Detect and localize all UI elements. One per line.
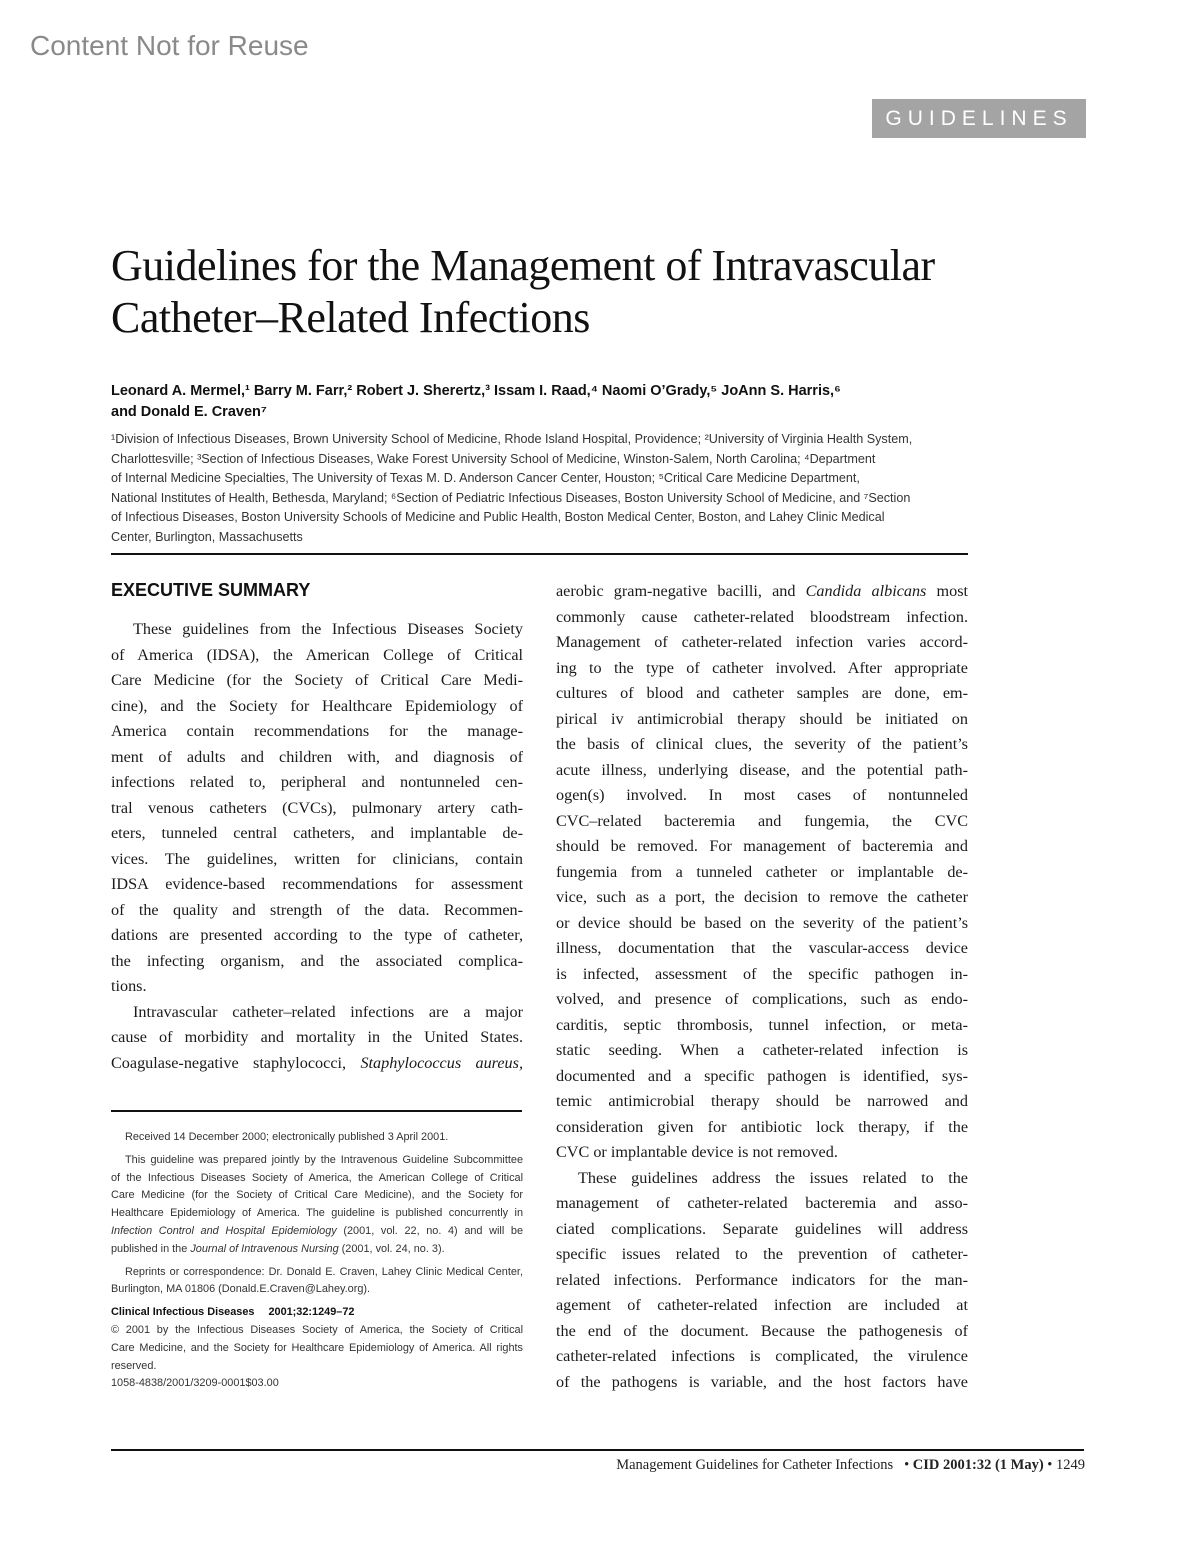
copyright-line: Care Medicine, and the Society for Healthcare Epidemiology of America. All rights bbox=[111, 1341, 523, 1354]
author-list bbox=[111, 381, 971, 423]
body-line: carditis, septic thrombosis, tunnel infection, or meta- bbox=[556, 1015, 968, 1034]
body-line: dations are presented according to the type of catheter, bbox=[111, 926, 523, 944]
italic-term: Infection Control and Hospital Epidemiology bbox=[111, 1224, 337, 1237]
journal-name: Clinical Infectious Diseases bbox=[111, 1306, 255, 1319]
body-line: ciated complications. Separate guidelines will address bbox=[556, 1219, 968, 1238]
title-line: Catheter–Related Infections bbox=[111, 293, 590, 342]
copyright-line: © 2001 by the Infectious Diseases Society of America, the Society of Critical bbox=[111, 1323, 523, 1336]
body-line: the end of the document. Because the pathogenesis of bbox=[556, 1321, 968, 1340]
body-line: the infecting organism, and the associated complica- bbox=[111, 951, 523, 970]
body-line: specific issues related to the prevention of catheter- bbox=[556, 1245, 968, 1263]
body-line-italic-mix: Coagulase-negative staphylococci, Staphylococcus aureus, bbox=[111, 1053, 524, 1072]
body-line: the basis of clinical clues, the severity of the patient’s bbox=[556, 735, 968, 753]
footnotes bbox=[111, 1129, 523, 1393]
body-line: Care Medicine (for the Society of Critical Care Medi- bbox=[111, 671, 523, 689]
body-line: CVC–related bacteremia and fungemia, the CVC bbox=[556, 811, 968, 830]
body-line: is infected, assessment of the specific pathogen in- bbox=[556, 964, 968, 983]
footnote-line-italic-mix: Infection Control and Hospital Epidemiology (2001, vol. 22, no. 4) and will be bbox=[111, 1224, 523, 1237]
body-line: fungemia from a tunneled catheter or implantable de- bbox=[556, 862, 968, 881]
body-line: temic antimicrobial therapy should be narrowed and bbox=[556, 1092, 968, 1110]
body-line: ment of adults and children with, and diagnosis of bbox=[111, 747, 523, 766]
affiliation-line: ¹Division of Infectious Diseases, Brown University School of Medicine, Rhode Island Hospital, Providence; ²University of Virginia Health System, bbox=[111, 432, 913, 446]
footnote-line: Care Medicine (for the Society of Critical Care Medicine), and the Society for bbox=[111, 1189, 523, 1202]
body-line: Intravascular catheter–related infections are a major bbox=[133, 1002, 523, 1021]
body-line: agement of catheter-related infection are included at bbox=[556, 1296, 968, 1314]
footnote-line: Healthcare Epidemiology of America. The guideline is published concurrently in bbox=[111, 1207, 523, 1220]
affiliation-line: National Institutes of Health, Bethesda, Maryland; ⁶Section of Pediatric Infectious Diseases, Boston University School of Medicine, and ⁷Section bbox=[111, 490, 911, 505]
journal-citation bbox=[111, 1304, 523, 1322]
section-banner: GUIDELINES bbox=[872, 99, 1086, 138]
affiliation-line: Center, Burlington, Massachusetts bbox=[111, 529, 303, 544]
body-line: tral venous catheters (CVCs), pulmonary artery cath- bbox=[111, 798, 523, 817]
affiliation-line: of Infectious Diseases, Boston University Schools of Medicine and Public Health, Boston Medical Center, Boston, and Lahey Clinic Medical bbox=[111, 510, 885, 525]
footnote-line: Reprints or correspondence: Dr. Donald E. Craven, Lahey Clinic Medical Center, bbox=[125, 1265, 523, 1278]
footnote-rule bbox=[111, 1110, 522, 1112]
footer-rule bbox=[111, 1449, 1084, 1451]
body-line: tions. bbox=[111, 977, 147, 995]
body-line: static seeding. When a catheter-related infection is bbox=[556, 1041, 968, 1059]
page-number: 1249 bbox=[1056, 1457, 1085, 1473]
body-line: infections related to, peripheral and nontunneled cen- bbox=[111, 773, 523, 791]
body-line: or device should be based on the severity of the patient’s bbox=[556, 913, 968, 932]
author-line: and Donald E. Craven⁷ bbox=[111, 404, 267, 420]
running-title: Management Guidelines for Catheter Infections bbox=[616, 1457, 894, 1473]
footnote-line-italic-mix: published in the Journal of Intravenous Nursing (2001, vol. 24, no. 3). bbox=[111, 1242, 445, 1255]
italic-term: Candida albicans bbox=[805, 582, 927, 600]
body-line: pirical iv antimicrobial therapy should be initiated on bbox=[556, 709, 968, 728]
body-line: These guidelines from the Infectious Diseases Society bbox=[133, 620, 523, 638]
author-line: Leonard A. Mermel,¹ Barry M. Farr,² Robert J. Sherertz,³ Issam I. Raad,⁴ Naomi O’Grady,⁵ JoAnn S. Harris,⁶ bbox=[111, 383, 841, 399]
body-line: of the pathogens is variable, and the host factors have bbox=[556, 1372, 968, 1391]
bullet-separator: • bbox=[1043, 1457, 1056, 1473]
body-line: America contain recommendations for the manage- bbox=[111, 722, 523, 740]
footnote-line: Burlington, MA 01806 (Donald.E.Craven@Lahey.org). bbox=[111, 1283, 371, 1296]
article-title bbox=[111, 240, 1011, 344]
body-line: documented and a specific pathogen is identified, sys- bbox=[556, 1066, 968, 1085]
body-line: vices. The guidelines, written for clinicians, contain bbox=[111, 849, 523, 868]
body-line-italic-mix: aerobic gram-negative bacilli, and Candida albicans most bbox=[556, 582, 969, 600]
body-line: of America (IDSA), the American College of Critical bbox=[111, 645, 523, 664]
issn: 1058-4838/2001/3209-0001$03.00 bbox=[111, 1377, 279, 1390]
body-line: volved, and presence of complications, such as endo- bbox=[556, 990, 968, 1008]
body-line: IDSA evidence-based recommendations for assessment bbox=[111, 875, 523, 893]
header-rule bbox=[111, 553, 968, 555]
body-line: should be removed. For management of bacteremia and bbox=[556, 837, 968, 855]
bullet-separator: • bbox=[896, 1457, 913, 1473]
body-line: These guidelines address the issues related to the bbox=[578, 1168, 968, 1187]
body-line: cause of morbidity and mortality in the United States. bbox=[111, 1028, 523, 1046]
body-line: catheter-related infections is complicated, the virulence bbox=[556, 1347, 968, 1365]
italic-term: Staphylococcus aureus, bbox=[360, 1053, 524, 1072]
journal-volume: 2001;32:1249–72 bbox=[268, 1306, 355, 1319]
body-line: eters, tunneled central catheters, and implantable de- bbox=[111, 824, 523, 842]
title-line: Guidelines for the Management of Intravascular bbox=[111, 241, 935, 290]
reprints-note bbox=[111, 1264, 523, 1300]
body-line: CVC or implantable device is not removed. bbox=[556, 1143, 838, 1161]
affiliation-line: of Internal Medicine Specialties, The University of Texas M. D. Anderson Cancer Center, Houston; ⁵Critical Care Medicine Department, bbox=[111, 471, 860, 486]
copyright-line: reserved. bbox=[111, 1359, 157, 1372]
body-line: acute illness, underlying disease, and the potential path- bbox=[556, 760, 968, 779]
body-line: illness, documentation that the vascular-access device bbox=[556, 939, 968, 957]
watermark: Content Not for Reuse bbox=[30, 30, 309, 61]
body-line: commonly cause catheter-related bloodstream infection. bbox=[556, 607, 968, 626]
left-column bbox=[111, 617, 523, 1076]
affiliation-line: Charlottesville; ³Section of Infectious Diseases, Wake Forest University School of Medicine, Winston-Salem, North Carolina; ⁴Department bbox=[111, 451, 876, 466]
body-line: Management of catheter-related infection varies accord- bbox=[556, 633, 968, 651]
body-line: of the quality and strength of the data. Recommen- bbox=[111, 900, 523, 919]
affiliations bbox=[111, 430, 971, 548]
footnote-line: This guideline was prepared jointly by the Intravenous Guideline Subcommittee bbox=[125, 1153, 523, 1166]
prepared-note bbox=[111, 1152, 523, 1259]
body-line: ing to the type of catheter involved. After appropriate bbox=[556, 658, 968, 677]
italic-term: Journal of Intravenous Nursing bbox=[190, 1242, 339, 1255]
body-line: cine), and the Society for Healthcare Epidemiology of bbox=[111, 696, 523, 715]
received-note: Received 14 December 2000; electronically published 3 April 2001. bbox=[125, 1131, 449, 1143]
body-line: ogen(s) involved. In most cases of nontunneled bbox=[556, 786, 968, 804]
body-line: cultures of blood and catheter samples are done, em- bbox=[556, 684, 968, 702]
footnote-line: of the Infectious Diseases Society of America, the American College of Critical bbox=[111, 1171, 523, 1184]
right-column bbox=[556, 579, 968, 1395]
body-line: management of catheter-related bacteremia and asso- bbox=[556, 1194, 968, 1212]
body-line: related infections. Performance indicators for the man- bbox=[556, 1270, 968, 1289]
section-heading: EXECUTIVE SUMMARY bbox=[111, 580, 311, 600]
page-footer bbox=[616, 1457, 1085, 1474]
issue-citation: CID 2001:32 (1 May) bbox=[912, 1457, 1044, 1473]
body-line: consideration given for antibiotic lock therapy, if the bbox=[556, 1117, 968, 1136]
body-line: vice, such as a port, the decision to remove the catheter bbox=[556, 888, 968, 906]
